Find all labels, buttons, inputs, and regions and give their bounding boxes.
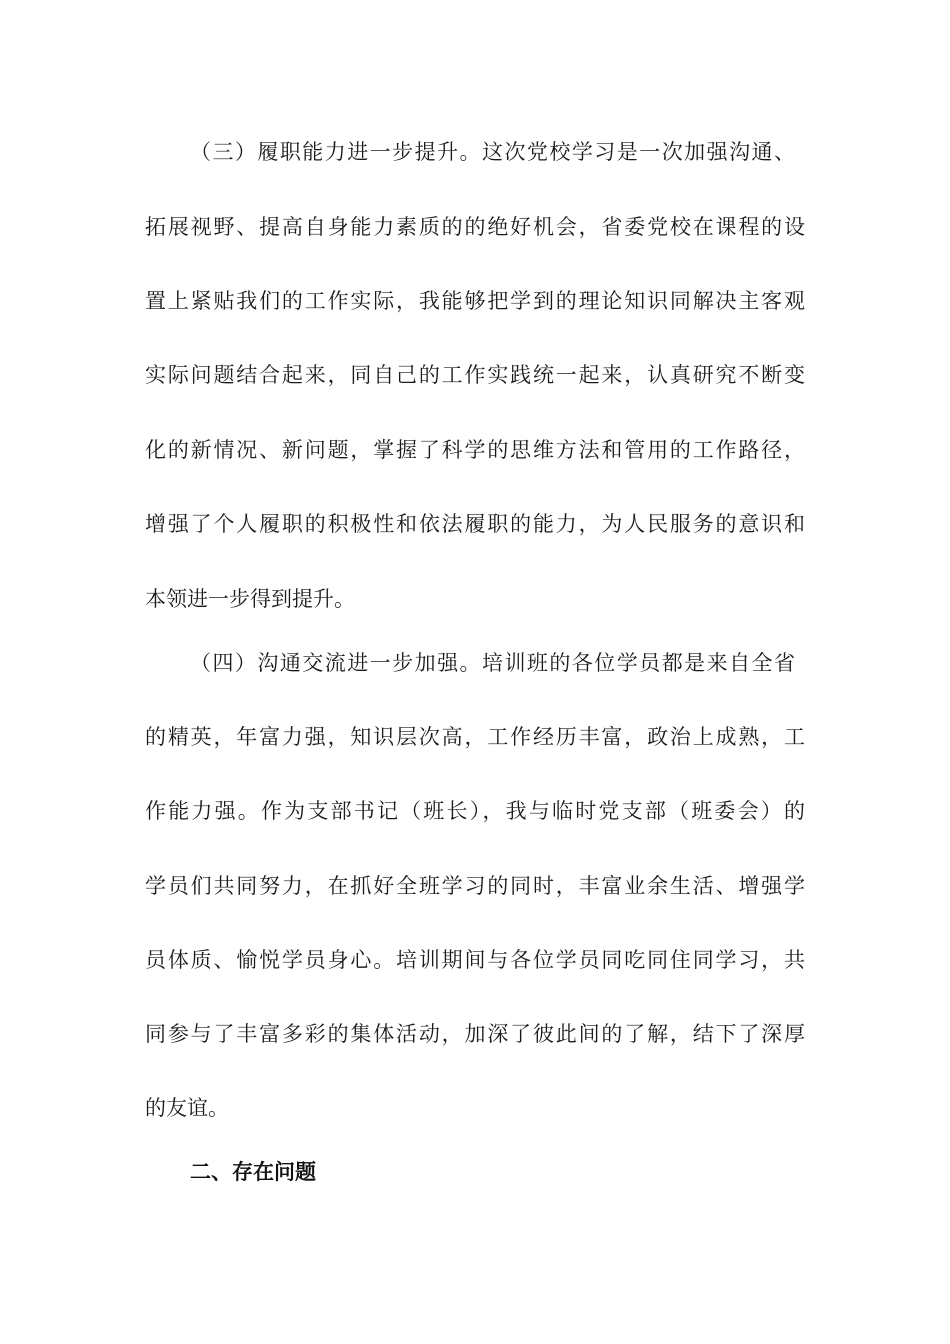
paragraph-3-line-7: 本领进一步得到提升。 (145, 587, 355, 611)
paragraph-4-line-6: 同参与了丰富多彩的集体活动，加深了彼此间的了解，结下了深厚 (145, 1022, 805, 1046)
paragraph-4-line-2: 的精英，年富力强，知识层次高，工作经历丰富，政治上成熟，工 (145, 725, 805, 749)
paragraph-4-line-7: 的友谊。 (145, 1096, 229, 1120)
paragraph-3-line-5: 化的新情况、新问题，掌握了科学的思维方法和管用的工作路径， (145, 438, 805, 462)
paragraph-3-line-2: 拓展视野、提高自身能力素质的的绝好机会，省委党校在课程的设 (145, 215, 805, 239)
paragraph-4-line-3: 作能力强。作为支部书记（班长），我与临时党支部（班委会）的 (145, 799, 805, 823)
paragraph-4-line-5: 员体质、愉悦学员身心。培训期间与各位学员同吃同住同学习，共 (145, 948, 805, 972)
paragraph-3-line-4: 实际问题结合起来，同自己的工作实践统一起来，认真研究不断变 (145, 363, 805, 387)
paragraph-3-line-1: （三）履职能力进一步提升。这次党校学习是一次加强沟通、 (190, 140, 795, 164)
paragraph-4-line-1: （四）沟通交流进一步加强。培训班的各位学员都是来自全省 (190, 651, 795, 675)
paragraph-4-line-4: 学员们共同努力，在抓好全班学习的同时，丰富业余生活、增强学 (145, 874, 805, 898)
section-heading: 二、存在问题 (190, 1160, 316, 1184)
paragraph-3-line-6: 增强了个人履职的积极性和依法履职的能力，为人民服务的意识和 (145, 512, 805, 536)
paragraph-3-line-3: 置上紧贴我们的工作实际，我能够把学到的理论知识同解决主客观 (145, 289, 805, 313)
